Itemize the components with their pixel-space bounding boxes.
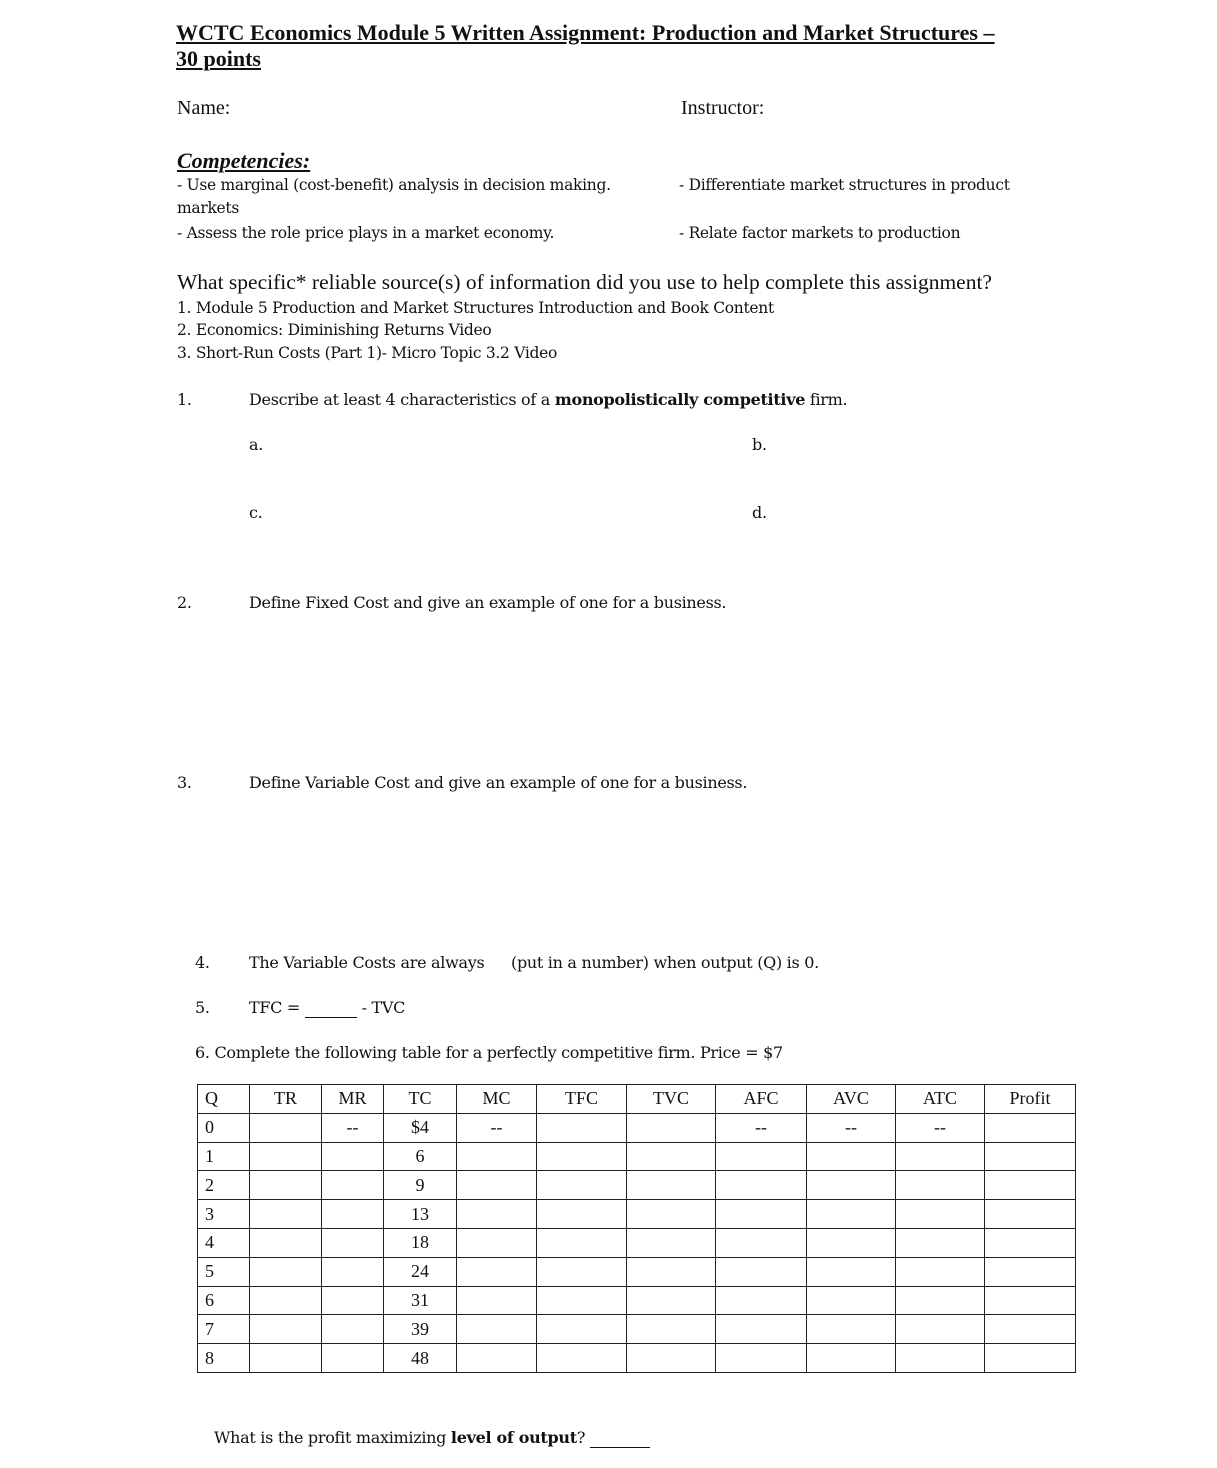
cell-afc[interactable] (716, 1257, 807, 1286)
cell-profit[interactable] (985, 1200, 1076, 1229)
cell-tfc[interactable] (537, 1142, 627, 1171)
question-1-number: 1. (177, 390, 192, 409)
column-header-tvc: TVC (627, 1085, 716, 1114)
question-4-text-a: The Variable Costs are always (249, 953, 485, 972)
competency-4: - Relate factor markets to production (679, 224, 961, 242)
cell-avc[interactable] (807, 1142, 896, 1171)
cell-q: 2 (198, 1171, 250, 1200)
tfc-answer-blank[interactable] (305, 998, 357, 1018)
cell-avc[interactable] (807, 1200, 896, 1229)
cell-q: 3 (198, 1200, 250, 1229)
cell-tr[interactable] (250, 1171, 322, 1200)
column-header-tc: TC (384, 1085, 457, 1114)
cell-mr[interactable] (322, 1257, 384, 1286)
cell-avc[interactable] (807, 1257, 896, 1286)
question-4-number: 4. (195, 953, 210, 972)
instructor-label: Instructor: (681, 97, 765, 119)
cell-afc[interactable] (716, 1200, 807, 1229)
cell-tvc[interactable] (627, 1171, 716, 1200)
cell-afc[interactable] (716, 1228, 807, 1257)
cell-atc[interactable] (896, 1257, 985, 1286)
answer-label-b: b. (752, 435, 767, 454)
cell-avc[interactable] (807, 1344, 896, 1373)
name-label: Name: (177, 97, 231, 119)
answer-label-a: a. (249, 435, 264, 454)
cell-profit[interactable] (985, 1315, 1076, 1344)
cell-tvc[interactable] (627, 1257, 716, 1286)
column-header-avc: AVC (807, 1085, 896, 1114)
cell-tr[interactable] (250, 1257, 322, 1286)
cell-mr[interactable] (322, 1228, 384, 1257)
table-row (198, 1228, 1076, 1257)
table-row (198, 1113, 1076, 1142)
question-6-text: 6. Complete the following table for a perfectly competitive firm. Price = $7 (195, 1043, 783, 1062)
cell-atc[interactable] (896, 1142, 985, 1171)
cell-mr[interactable] (322, 1142, 384, 1171)
column-header-tr: TR (250, 1085, 322, 1114)
column-header-q: Q (198, 1085, 250, 1114)
question-2-number: 2. (177, 593, 192, 612)
cell-mr[interactable] (322, 1315, 384, 1344)
cell-profit[interactable] (985, 1113, 1076, 1142)
cell-atc[interactable] (896, 1228, 985, 1257)
cell-afc[interactable] (716, 1315, 807, 1344)
question-3-number: 3. (177, 773, 192, 792)
cell-profit[interactable] (985, 1171, 1076, 1200)
cell-tc[interactable]: 13 (384, 1200, 457, 1229)
cell-mc[interactable] (457, 1315, 537, 1344)
title-line-2: 30 points (176, 46, 261, 71)
profit-max-bold-term: level of output (450, 1428, 577, 1447)
competency-2-continued: markets (177, 199, 239, 217)
competency-2: - Differentiate market structures in product (679, 176, 1010, 194)
cell-tr[interactable] (250, 1286, 322, 1315)
cell-profit[interactable] (985, 1344, 1076, 1373)
cell-avc[interactable] (807, 1315, 896, 1344)
cell-mr[interactable] (322, 1344, 384, 1373)
cell-mc[interactable] (457, 1286, 537, 1315)
cell-tvc[interactable] (627, 1344, 716, 1373)
column-header-profit: Profit (985, 1085, 1076, 1114)
cell-mr[interactable]: -- (322, 1113, 384, 1142)
question-3-text: Define Variable Cost and give an example of one for a business. (249, 773, 748, 792)
cell-tc[interactable]: 31 (384, 1286, 457, 1315)
cell-profit[interactable] (985, 1286, 1076, 1315)
sources-question: What specific* reliable source(s) of information did you use to help complete this assignment? (177, 270, 992, 294)
profit-max-answer-blank[interactable] (590, 1428, 650, 1448)
column-header-afc: AFC (716, 1085, 807, 1114)
cell-profit[interactable] (985, 1257, 1076, 1286)
cell-tvc[interactable] (627, 1286, 716, 1315)
cell-tvc[interactable] (627, 1315, 716, 1344)
cell-q: 0 (198, 1113, 250, 1142)
cell-atc[interactable] (896, 1286, 985, 1315)
cell-tvc[interactable] (627, 1200, 716, 1229)
cell-q: 5 (198, 1257, 250, 1286)
column-header-mc: MC (457, 1085, 537, 1114)
cell-q: 8 (198, 1344, 250, 1373)
cell-q: 1 (198, 1142, 250, 1171)
cell-mr[interactable] (322, 1171, 384, 1200)
cell-tfc[interactable] (537, 1286, 627, 1315)
cell-mr[interactable] (322, 1286, 384, 1315)
cell-mc[interactable] (457, 1344, 537, 1373)
column-header-tfc: TFC (537, 1085, 627, 1114)
cell-mc[interactable] (457, 1142, 537, 1171)
cell-avc[interactable] (807, 1286, 896, 1315)
column-header-atc: ATC (896, 1085, 985, 1114)
cell-profit[interactable] (985, 1228, 1076, 1257)
cell-tc[interactable]: 48 (384, 1344, 457, 1373)
title-line-1: WCTC Economics Module 5 Written Assignment: Production and Market Structures – (176, 20, 995, 45)
cell-tr[interactable] (250, 1200, 322, 1229)
cell-profit[interactable] (985, 1142, 1076, 1171)
cell-tfc[interactable] (537, 1344, 627, 1373)
cell-tfc[interactable] (537, 1315, 627, 1344)
cell-tvc[interactable] (627, 1142, 716, 1171)
question-1-bold-term: monopolistically competitive (554, 390, 806, 409)
cell-mc[interactable] (457, 1171, 537, 1200)
cell-tvc[interactable] (627, 1113, 716, 1142)
cell-tc[interactable]: 18 (384, 1228, 457, 1257)
answer-label-d: d. (752, 503, 767, 522)
cell-atc[interactable] (896, 1344, 985, 1373)
question-2-text: Define Fixed Cost and give an example of one for a business. (249, 593, 727, 612)
question-5-number: 5. (195, 998, 210, 1017)
cell-avc[interactable]: -- (807, 1113, 896, 1142)
source-item: 1. Module 5 Production and Market Structures Introduction and Book Content (177, 299, 774, 317)
table-row (198, 1257, 1076, 1286)
cell-tfc[interactable] (537, 1113, 627, 1142)
cell-tvc[interactable] (627, 1228, 716, 1257)
cell-mc[interactable] (457, 1200, 537, 1229)
cost-table (197, 1084, 1076, 1373)
cell-tc[interactable]: 9 (384, 1171, 457, 1200)
table-row (198, 1200, 1076, 1229)
document-title (176, 20, 994, 72)
table-row (198, 1315, 1076, 1344)
cell-atc[interactable] (896, 1315, 985, 1344)
cell-tr[interactable] (250, 1315, 322, 1344)
table-row (198, 1142, 1076, 1171)
cell-atc[interactable] (896, 1171, 985, 1200)
cell-atc[interactable] (896, 1200, 985, 1229)
cell-mc[interactable] (457, 1257, 537, 1286)
cell-tfc[interactable] (537, 1200, 627, 1229)
cell-q: 7 (198, 1315, 250, 1344)
cell-q: 4 (198, 1228, 250, 1257)
cell-tr[interactable] (250, 1142, 322, 1171)
cell-afc[interactable] (716, 1142, 807, 1171)
question-1-text: Describe at least 4 characteristics of a monopolistically competitive firm. (249, 390, 848, 409)
cell-avc[interactable] (807, 1171, 896, 1200)
source-item: 3. Short-Run Costs (Part 1)- Micro Topic 3.2 Video (177, 344, 558, 362)
table-row (198, 1286, 1076, 1315)
competency-3: - Assess the role price plays in a market economy. (177, 224, 555, 242)
cell-mr[interactable] (322, 1200, 384, 1229)
table-header-row (198, 1085, 1076, 1114)
answer-label-c: c. (249, 503, 263, 522)
cell-tfc[interactable] (537, 1171, 627, 1200)
cell-tfc[interactable] (537, 1228, 627, 1257)
cell-mc[interactable] (457, 1228, 537, 1257)
cell-tfc[interactable] (537, 1257, 627, 1286)
question-4-text-b: (put in a number) when output (Q) is 0. (511, 953, 819, 972)
cell-afc[interactable] (716, 1171, 807, 1200)
question-5-text: TFC = - TVC (249, 998, 406, 1017)
table-row (198, 1171, 1076, 1200)
competencies-heading: Competencies: (177, 148, 311, 173)
cell-tr[interactable] (250, 1113, 322, 1142)
profit-max-question: What is the profit maximizing level of output? (214, 1428, 650, 1448)
cell-afc[interactable]: -- (716, 1113, 807, 1142)
cell-tc[interactable]: 24 (384, 1257, 457, 1286)
cell-afc[interactable] (716, 1286, 807, 1315)
cell-tc[interactable]: 6 (384, 1142, 457, 1171)
cell-tr[interactable] (250, 1228, 322, 1257)
cell-avc[interactable] (807, 1228, 896, 1257)
cell-tc[interactable]: $4 (384, 1113, 457, 1142)
column-header-mr: MR (322, 1085, 384, 1114)
cell-atc[interactable]: -- (896, 1113, 985, 1142)
cell-tc[interactable]: 39 (384, 1315, 457, 1344)
cell-tr[interactable] (250, 1344, 322, 1373)
cell-q: 6 (198, 1286, 250, 1315)
competency-1: - Use marginal (cost-benefit) analysis in decision making. (177, 176, 611, 194)
cell-mc[interactable]: -- (457, 1113, 537, 1142)
table-row (198, 1344, 1076, 1373)
cell-afc[interactable] (716, 1344, 807, 1373)
source-item: 2. Economics: Diminishing Returns Video (177, 321, 492, 339)
